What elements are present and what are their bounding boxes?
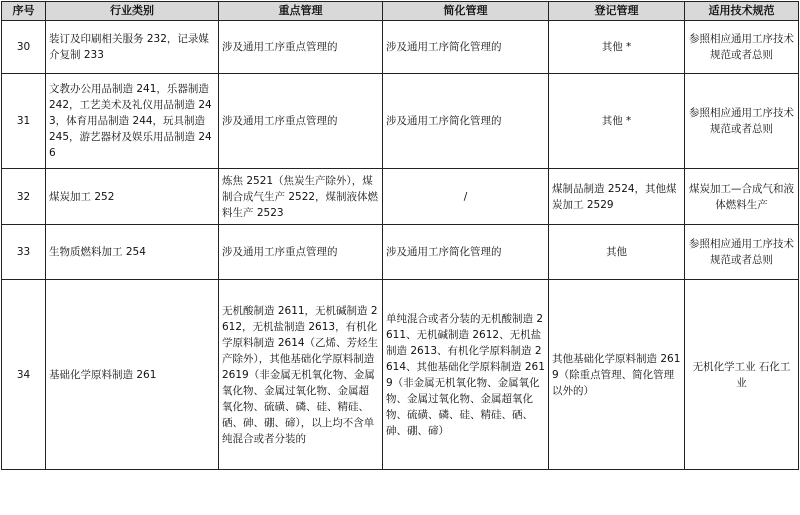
cell-industry: 文教办公用品制造 241，乐器制造 242，工艺美术及礼仪用品制造 243，体育用品制造 244，玩具制造 245，游艺器材及娱乐用品制造 246 <box>46 74 219 169</box>
cell-technical-spec: 参照相应通用工序技术规范或者总则 <box>685 74 799 169</box>
cell-technical-spec: 参照相应通用工序技术规范或者总则 <box>685 225 799 280</box>
cell-registration-management: 其他基础化学原料制造 2619（除重点管理、简化管理以外的） <box>549 280 685 470</box>
header-simplified-management: 简化管理 <box>383 2 549 21</box>
header-registration-management: 登记管理 <box>549 2 685 21</box>
cell-simplified-management: 单纯混合或者分装的无机酸制造 2611、无机碱制造 2612、无机盐制造 2613、有机化学原料制造 2614、其他基础化学原料制造 2619（非金属无机氧化物、金属氧化物、金属过氧化物、金属超氧化物、硫磺、磷、硅、精硅、硒、砷、硼、碲） <box>383 280 549 470</box>
header-serial: 序号 <box>2 2 46 21</box>
cell-simplified-management: 涉及通用工序简化管理的 <box>383 74 549 169</box>
table-row <box>2 225 799 280</box>
cell-key-management: 涉及通用工序重点管理的 <box>219 225 383 280</box>
table-row <box>2 21 799 74</box>
table-header-row <box>2 2 799 21</box>
table-row <box>2 74 799 169</box>
cell-technical-spec: 参照相应通用工序技术规范或者总则 <box>685 21 799 74</box>
cell-simplified-management: 涉及通用工序简化管理的 <box>383 21 549 74</box>
header-industry: 行业类别 <box>46 2 219 21</box>
permit-classification-table <box>1 1 799 470</box>
cell-serial: 31 <box>2 74 46 169</box>
cell-simplified-management: / <box>383 169 549 225</box>
cell-key-management: 涉及通用工序重点管理的 <box>219 74 383 169</box>
cell-serial: 33 <box>2 225 46 280</box>
cell-serial: 30 <box>2 21 46 74</box>
header-key-management: 重点管理 <box>219 2 383 21</box>
cell-industry: 生物质燃料加工 254 <box>46 225 219 280</box>
cell-registration-management: 其他 * <box>549 21 685 74</box>
cell-serial: 34 <box>2 280 46 470</box>
cell-simplified-management: 涉及通用工序简化管理的 <box>383 225 549 280</box>
cell-registration-management: 其他 * <box>549 74 685 169</box>
cell-industry: 基础化学原料制造 261 <box>46 280 219 470</box>
cell-industry: 煤炭加工 252 <box>46 169 219 225</box>
table-row <box>2 280 799 470</box>
cell-industry: 装订及印刷相关服务 232，记录媒介复制 233 <box>46 21 219 74</box>
cell-key-management: 涉及通用工序重点管理的 <box>219 21 383 74</box>
cell-serial: 32 <box>2 169 46 225</box>
cell-registration-management: 其他 <box>549 225 685 280</box>
cell-technical-spec: 无机化学工业 石化工业 <box>685 280 799 470</box>
cell-key-management: 炼焦 2521（焦炭生产除外），煤制合成气生产 2522，煤制液体燃料生产 2523 <box>219 169 383 225</box>
cell-key-management: 无机酸制造 2611，无机碱制造 2612，无机盐制造 2613，有机化学原料制造 2614（乙烯、芳烃生产除外），其他基础化学原料制造 2619（非金属无机氧化物、金属氧化物、金属过氧化物、金属超氧化物、硫磺、磷、硅、精硅、硒、砷、硼、碲），以上均不含单纯混合或者分装的 <box>219 280 383 470</box>
header-technical-spec: 适用技术规范 <box>685 2 799 21</box>
cell-registration-management: 煤制品制造 2524，其他煤炭加工 2529 <box>549 169 685 225</box>
table-row <box>2 169 799 225</box>
cell-technical-spec: 煤炭加工—合成气和液体燃料生产 <box>685 169 799 225</box>
